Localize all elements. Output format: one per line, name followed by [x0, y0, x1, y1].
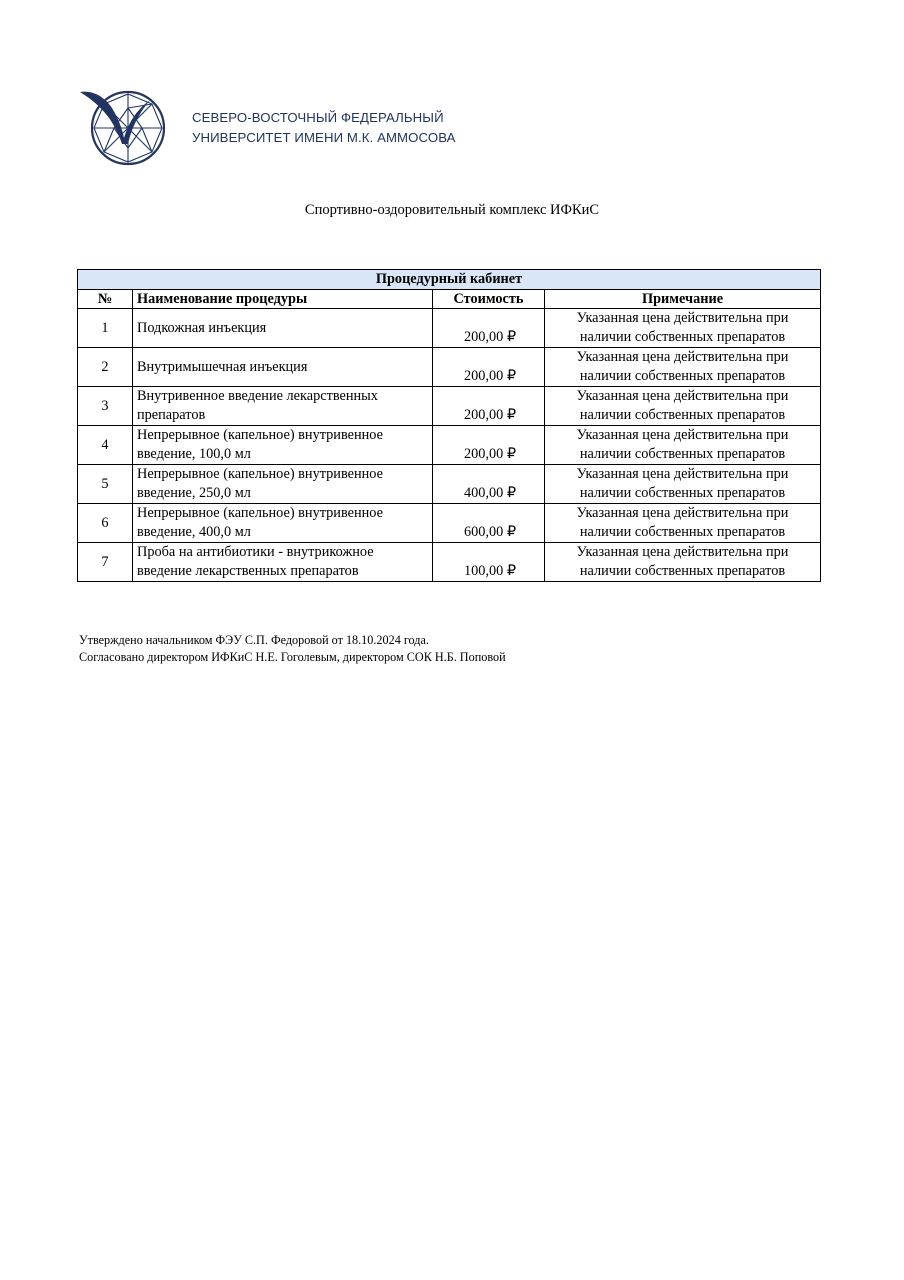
procedure-name-line2: введение, 250,0 мл: [137, 485, 251, 501]
procedure-price: 200,00 ₽: [433, 426, 545, 465]
note-line2: наличии собственных препаратов: [579, 407, 786, 423]
procedure-note: [545, 504, 821, 543]
table-row: [78, 504, 821, 543]
column-header-price: Стоимость: [433, 290, 545, 309]
note-line1: Указанная цена действительна при: [576, 505, 789, 521]
table-row: [78, 348, 821, 387]
procedure-name-line1: Проба на антибиотики - внутрикожное: [137, 544, 374, 560]
note-line1: Указанная цена действительна при: [576, 349, 789, 365]
note-line1: Указанная цена действительна при: [576, 310, 789, 326]
procedure-name-line1: Внутривенное введение лекарственных: [137, 388, 378, 404]
procedure-name: [133, 348, 433, 387]
procedure-note: [545, 543, 821, 582]
column-header-note: Примечание: [545, 290, 821, 309]
procedure-price: 100,00 ₽: [433, 543, 545, 582]
note-line1: Указанная цена действительна при: [576, 388, 789, 404]
procedure-name-line2: препаратов: [137, 407, 206, 423]
note-line2: наличии собственных препаратов: [579, 368, 786, 384]
procedure-name-line1: Непрерывное (капельное) внутривенное: [137, 466, 383, 482]
note-line2: наличии собственных препаратов: [579, 329, 786, 345]
procedure-name-line1: Внутримышечная инъекция: [137, 358, 308, 375]
table-row: [78, 543, 821, 582]
row-number: 5: [78, 465, 133, 504]
price-table: [77, 269, 821, 582]
approval-footer: [79, 632, 506, 666]
row-number: 7: [78, 543, 133, 582]
procedure-name: [133, 504, 433, 543]
note-line1: Указанная цена действительна при: [576, 427, 789, 443]
procedure-name: [133, 426, 433, 465]
column-header-name: Наименование процедуры: [133, 290, 433, 309]
section-header-row: [78, 270, 821, 290]
university-name-line2: УНИВЕРСИТЕТ ИМЕНИ М.К. АММОСОВА: [192, 130, 456, 145]
note-line2: наличии собственных препаратов: [579, 524, 786, 540]
procedure-name-line1: Подкожная инъекция: [137, 319, 267, 336]
row-number: 1: [78, 309, 133, 348]
document-subtitle: Спортивно-оздоровительный комплекс ИФКиС: [304, 202, 600, 218]
agreement-line: Согласовано директором ИФКиС Н.Е. Гоголевым, директором СОК Н.Б. Поповой: [79, 650, 506, 664]
university-logo: [78, 86, 478, 168]
row-number: 3: [78, 387, 133, 426]
procedure-name: [133, 309, 433, 348]
column-header-number: №: [78, 290, 133, 309]
table-row: [78, 426, 821, 465]
procedure-name: [133, 465, 433, 504]
procedure-price: 200,00 ₽: [433, 309, 545, 348]
approval-line: Утверждено начальником ФЭУ С.П. Федоровой от 18.10.2024 года.: [79, 633, 429, 647]
procedure-note: [545, 309, 821, 348]
procedure-note: [545, 348, 821, 387]
university-name: [192, 108, 456, 148]
procedure-price: 600,00 ₽: [433, 504, 545, 543]
table-row: [78, 465, 821, 504]
procedure-name: [133, 543, 433, 582]
procedure-note: [545, 465, 821, 504]
row-number: 4: [78, 426, 133, 465]
procedure-price: 400,00 ₽: [433, 465, 545, 504]
procedure-note: [545, 426, 821, 465]
row-number: 2: [78, 348, 133, 387]
procedure-name-line2: введение лекарственных препаратов: [137, 563, 359, 579]
row-number: 6: [78, 504, 133, 543]
note-line1: Указанная цена действительна при: [576, 466, 789, 482]
procedure-name-line2: введение, 100,0 мл: [137, 446, 251, 462]
column-header-row: [78, 290, 821, 309]
university-name-line1: СЕВЕРО-ВОСТОЧНЫЙ ФЕДЕРАЛЬНЫЙ: [192, 110, 444, 125]
table-row: [78, 309, 821, 348]
procedure-name: [133, 387, 433, 426]
procedure-note: [545, 387, 821, 426]
procedure-name-line1: Непрерывное (капельное) внутривенное: [137, 427, 383, 443]
university-diamond-logo-icon: [78, 86, 178, 166]
procedure-name-line1: Непрерывное (капельное) внутривенное: [137, 505, 383, 521]
procedure-name-line2: введение, 400,0 мл: [137, 524, 251, 540]
note-line2: наличии собственных препаратов: [579, 446, 786, 462]
note-line2: наличии собственных препаратов: [579, 563, 786, 579]
section-title: Процедурный кабинет: [78, 270, 821, 290]
procedure-price: 200,00 ₽: [433, 348, 545, 387]
table-row: [78, 387, 821, 426]
note-line1: Указанная цена действительна при: [576, 544, 789, 560]
procedure-price: 200,00 ₽: [433, 387, 545, 426]
note-line2: наличии собственных препаратов: [579, 485, 786, 501]
